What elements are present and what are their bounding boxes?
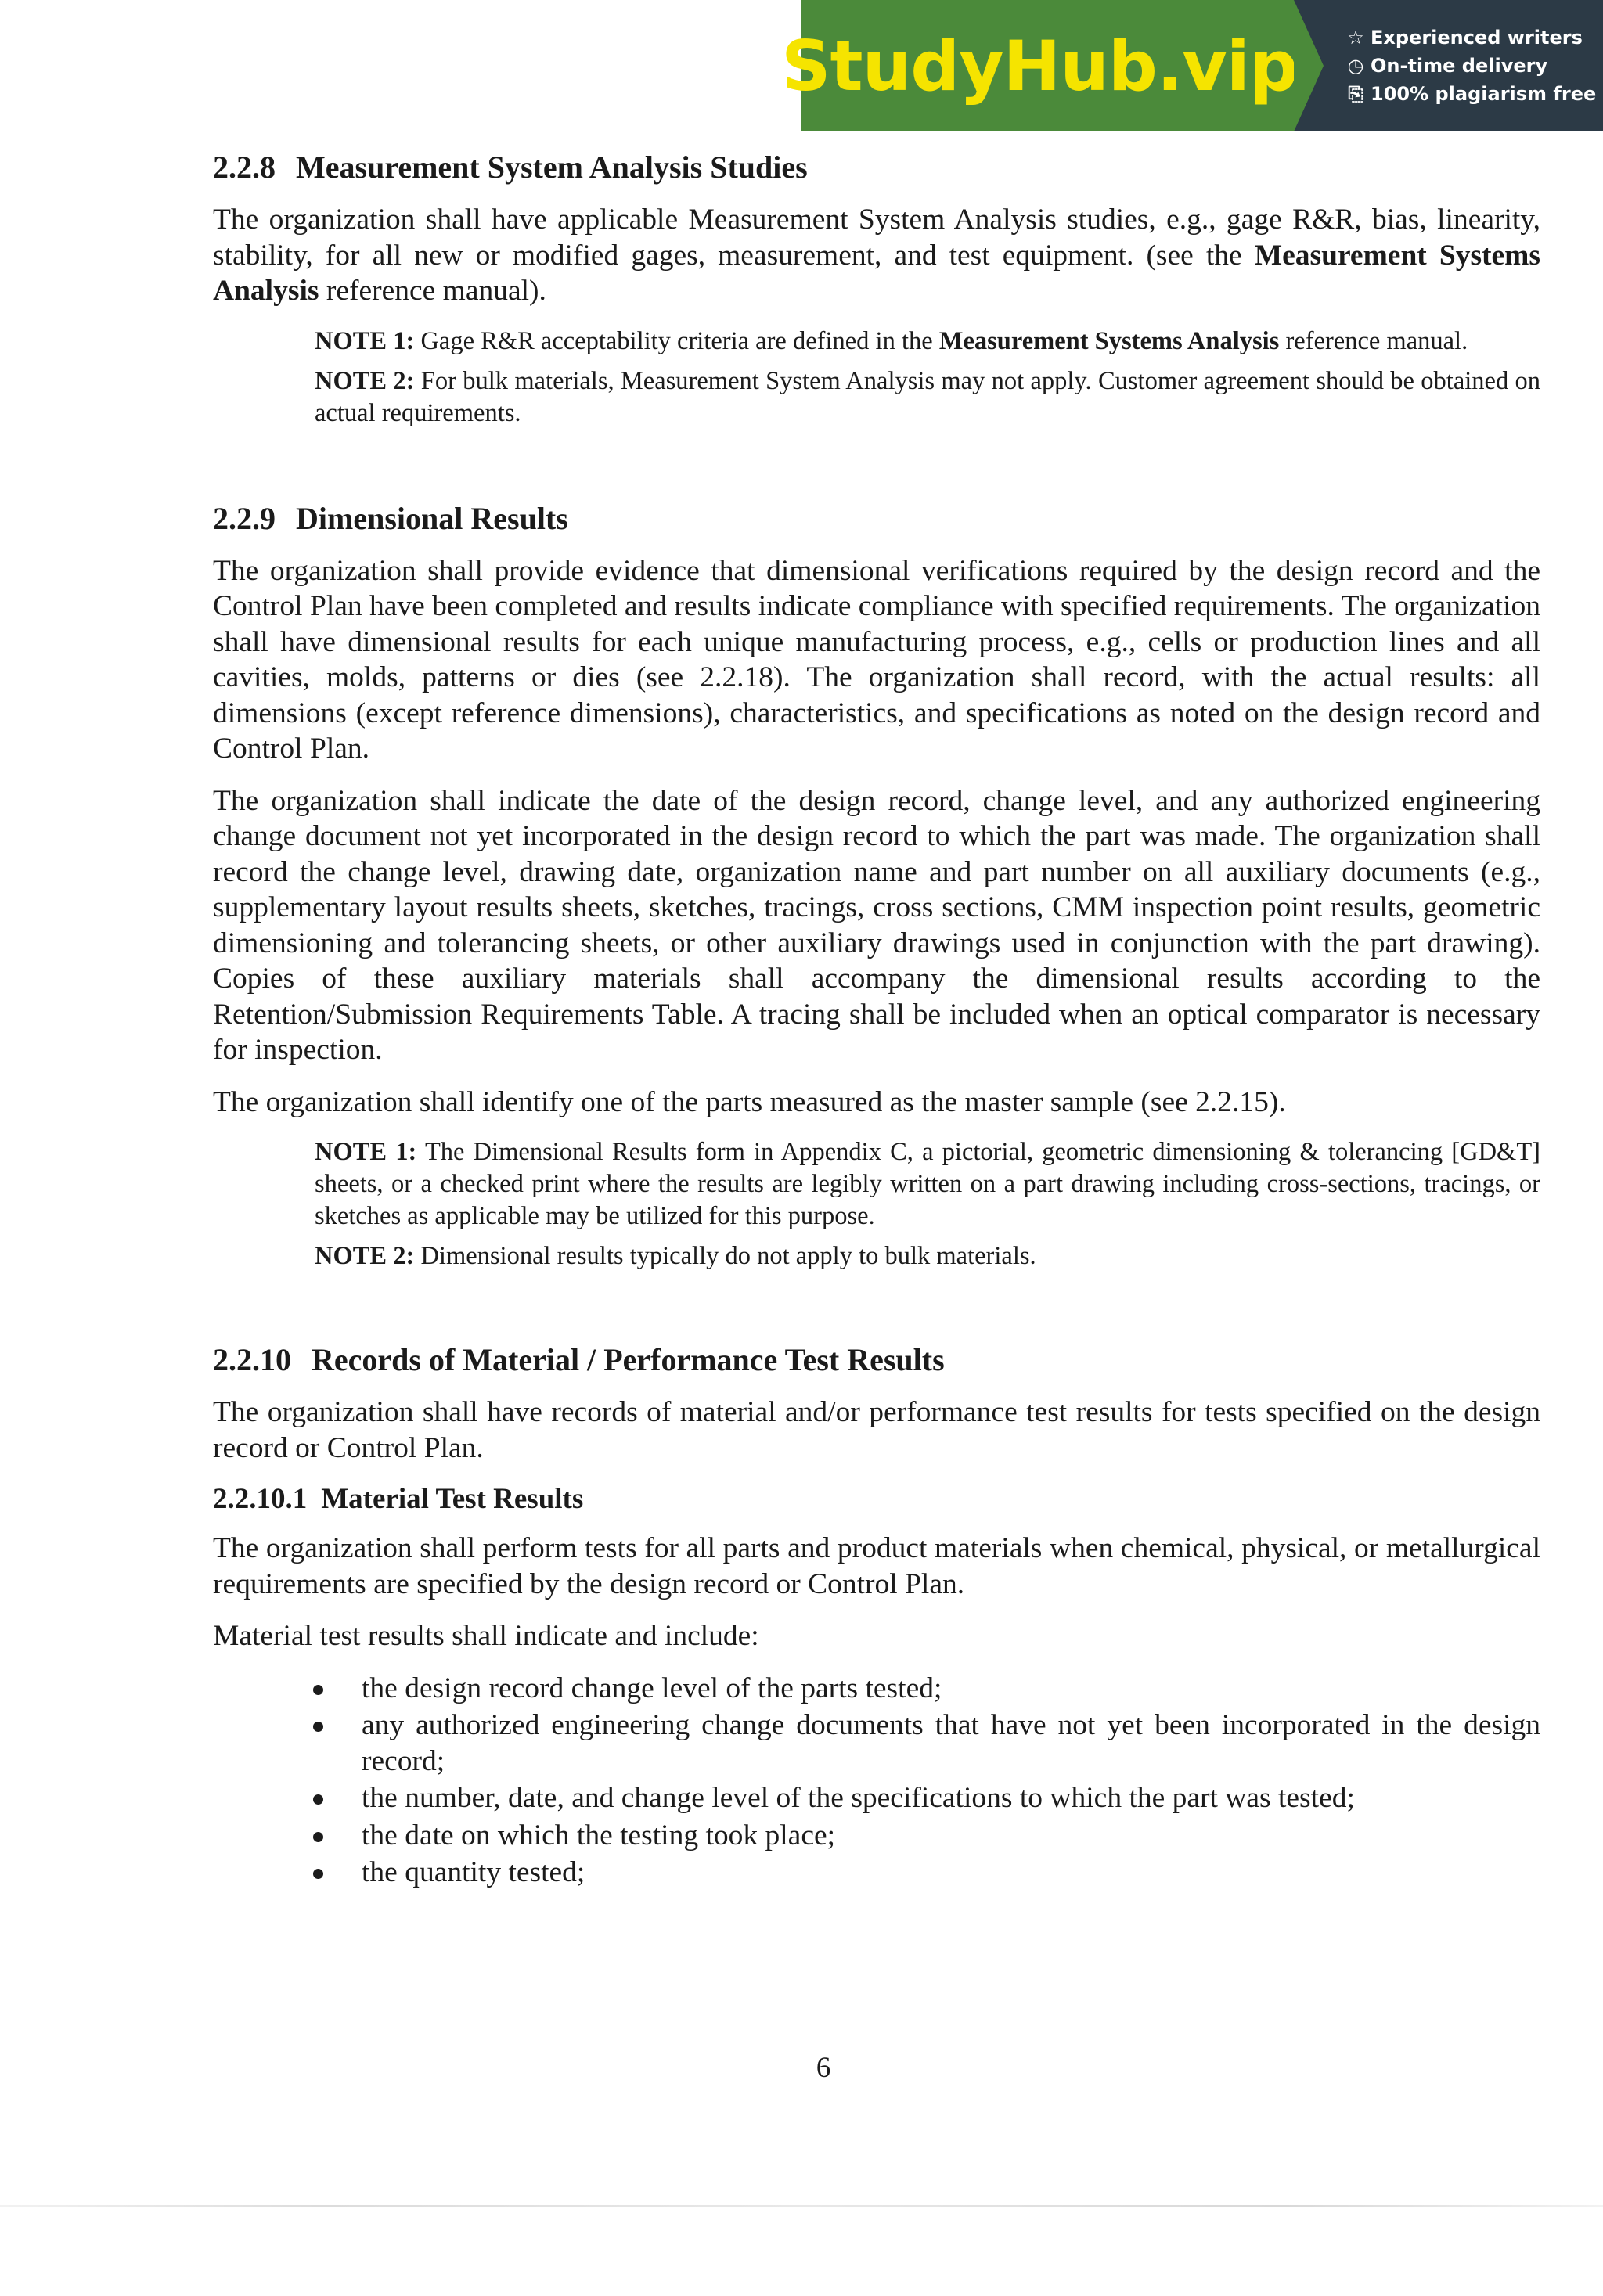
logo-text: StudyHub.vip bbox=[781, 25, 1298, 106]
scan-edge-line bbox=[0, 2205, 1603, 2207]
note bbox=[315, 326, 1540, 358]
section-number: 2.2.10 bbox=[213, 1342, 291, 1377]
feature-experienced-writers bbox=[1347, 27, 1603, 49]
paragraph: Material test results shall indicate and include: bbox=[213, 1620, 759, 1653]
note-label: NOTE 2: bbox=[315, 366, 415, 395]
text-run: The organization shall have applicable Measurement System Analysis studies, e.g., gage R&R, bias, linearity, stability, for all new or modified gages, measurement, and test equipment. (see the bbox=[213, 203, 1540, 272]
section-number: 2.2.8 bbox=[213, 149, 276, 185]
bullet-icon bbox=[313, 1794, 323, 1805]
bullet-icon bbox=[313, 1722, 323, 1732]
studyhub-logo[interactable] bbox=[781, 0, 1298, 131]
paragraph: The organization shall have records of material and/or performance test results for tests specified on the design record or Control Plan. bbox=[213, 1396, 1540, 1464]
section-heading-2-2-8 bbox=[213, 149, 1540, 186]
paragraph: The organization shall perform tests for all parts and product materials when chemical, physical, or metallurgical requirements are specified by the design record or Control Plan. bbox=[213, 1532, 1540, 1600]
page-number: 6 bbox=[816, 2052, 831, 2084]
list-item bbox=[313, 1671, 1540, 1707]
list-item bbox=[313, 1818, 1540, 1854]
paragraph: The organization shall identify one of the parts measured as the master sample (see 2.2.15). bbox=[213, 1085, 1286, 1118]
banner-features bbox=[1294, 0, 1603, 131]
studyhub-banner[interactable] bbox=[781, 0, 1603, 131]
list-item bbox=[313, 1855, 1540, 1891]
note bbox=[315, 1136, 1540, 1233]
bullet-icon bbox=[313, 1685, 323, 1695]
note-label: NOTE 2: bbox=[315, 1242, 415, 1270]
list-item-text: the design record change level of the parts tested; bbox=[362, 1672, 942, 1704]
section-heading-2-2-9 bbox=[213, 500, 1540, 538]
feature-plagiarism-free bbox=[1347, 83, 1603, 105]
list-item-text: any authorized engineering change documents that have not yet been incorporated in the design record; bbox=[362, 1709, 1540, 1777]
bullet-icon bbox=[313, 1832, 323, 1842]
copy-icon: ⎘ bbox=[1348, 83, 1363, 105]
text-run: For bulk materials, Measurement System Analysis may not apply. Customer agreement should be obtained on actual requirements. bbox=[315, 366, 1540, 427]
text-run: reference manual. bbox=[1279, 326, 1468, 355]
paragraph: The organization shall indicate the date of the design record, change level, and any authorized engineering change document not yet incorporated in the design record to which the part was made. The organization shall record the change level, drawing date, organization name and part number on all auxiliary documents (e.g., supplementary layout results sheets, sketches, tracings, cross sections, CMM inspection point results, geometric dimensioning and tolerancing sheets, or other auxiliary drawings used in conjunction with the part drawing). Copies of these auxiliary materials shall accompany the dimensional results according to the Retention/Submission Requirements Table. A tracing shall be included when an optical comparator is necessary for inspection. bbox=[213, 784, 1540, 1066]
section-number: 2.2.9 bbox=[213, 500, 276, 536]
bullet-icon bbox=[313, 1869, 323, 1879]
text-run: The Dimensional Results form in Appendix C, a pictorial, geometric dimensioning & tolerancing [GD&T] sheets, or a checked print where the results are legibly written on a part drawing including cross-sections, tracings, or sketches as applicable may be utilized for this purpose. bbox=[315, 1138, 1540, 1230]
bold-run: Measurement Systems Analysis bbox=[938, 326, 1280, 355]
list-item-text: the number, date, and change level of the specifications to which the part was tested; bbox=[362, 1782, 1355, 1815]
section-title: Dimensional Results bbox=[296, 500, 568, 536]
bullet-list bbox=[213, 1671, 1540, 1891]
subsection-title: Material Test Results bbox=[321, 1483, 584, 1515]
text-run: Gage R&R acceptability criteria are defined in the bbox=[414, 326, 939, 355]
text-run: Dimensional results typically do not apply to bulk materials. bbox=[414, 1242, 1036, 1270]
subsection-number: 2.2.10.1 bbox=[213, 1483, 308, 1515]
paragraph bbox=[213, 202, 1540, 309]
note-label: NOTE 1: bbox=[315, 326, 415, 355]
list-item-text: the quantity tested; bbox=[362, 1856, 585, 1889]
feature-label: 100% plagiarism free bbox=[1371, 83, 1597, 105]
clock-icon: ◷ bbox=[1347, 55, 1364, 77]
document-body bbox=[213, 149, 1540, 1892]
feature-label: Experienced writers bbox=[1371, 27, 1583, 49]
list-item-text: the date on which the testing took place; bbox=[362, 1819, 836, 1852]
text-run: reference manual). bbox=[319, 275, 546, 307]
subsection-heading-2-2-10-1 bbox=[213, 1482, 1540, 1517]
section-title: Records of Material / Performance Test Results bbox=[312, 1342, 945, 1377]
section-heading-2-2-10 bbox=[213, 1341, 1540, 1379]
bold-run: Measurement Systems Analysis bbox=[213, 239, 1540, 307]
feature-on-time-delivery bbox=[1347, 55, 1603, 77]
feature-label: On-time delivery bbox=[1371, 55, 1548, 77]
section-title: Measurement System Analysis Studies bbox=[296, 149, 808, 185]
list-item bbox=[313, 1708, 1540, 1779]
paragraph: The organization shall provide evidence that dimensional verifications required by the design record and the Control Plan have been completed and results indicate compliance with specified requirements. The organization shall have dimensional results for each unique manufacturing process, e.g., cells or production lines and all cavities, molds, patterns or dies (see 2.2.18). The organization shall record, with the actual results: all dimensions (except reference dimensions), characteristics, and specifications as noted on the design record and Control Plan. bbox=[213, 554, 1540, 765]
note bbox=[315, 365, 1540, 430]
list-item bbox=[313, 1780, 1540, 1816]
star-icon: ☆ bbox=[1347, 27, 1364, 49]
note-label: NOTE 1: bbox=[315, 1138, 417, 1166]
note bbox=[315, 1240, 1540, 1272]
